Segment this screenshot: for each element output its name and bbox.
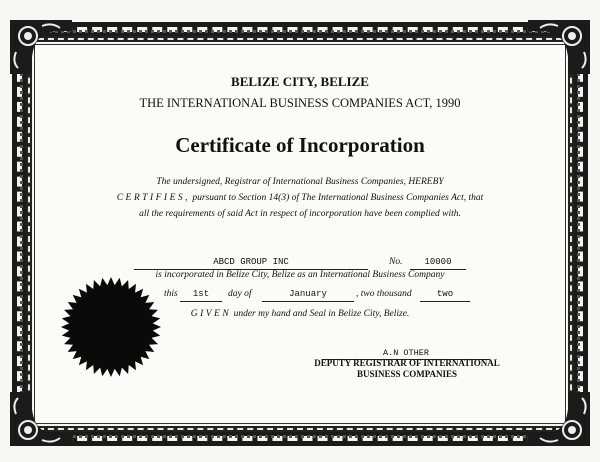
corner-ornament-icon (8, 390, 74, 448)
given-word: GIVEN (190, 309, 232, 319)
signatory-name: A.N OTHER (322, 348, 490, 360)
act-heading: THE INTERNATIONAL BUSINESS COMPANIES ACT, 1990 (139, 96, 461, 110)
company-number-field: 10000 (410, 256, 466, 270)
corner-ornament-icon (526, 18, 592, 76)
jurisdiction-heading: BELIZE CITY, BELIZE (231, 74, 369, 89)
signatory-title-line-2: BUSINESS COMPANIES (356, 369, 458, 379)
signatory-title-line-1: DEPUTY REGISTRAR OF INTERNATIONAL (314, 358, 500, 368)
year-label: , two thousand (356, 289, 412, 299)
seal-starburst (61, 277, 161, 377)
official-seal-icon (60, 276, 162, 378)
day-of-label: day of (228, 289, 252, 299)
corner-ornament-icon (526, 390, 592, 448)
month-field: January (262, 288, 354, 302)
number-label: No. (389, 257, 403, 267)
certificate-title: Certificate of Incorporation (175, 133, 425, 157)
this-label: this (164, 289, 178, 299)
given-rest: under my hand and Seal in Belize City, Belize. (231, 309, 410, 319)
day-field: 1st (180, 288, 222, 302)
body-line-2 (0, 193, 600, 203)
company-name-field: ABCD GROUP INC (134, 256, 368, 270)
corner-ornament-icon (8, 18, 74, 76)
year-field: two (420, 288, 470, 302)
certifies-word: CERTIFIES, (116, 193, 191, 203)
body-line-3: all the requirements of said Act in respect of incorporation have been complied with. (139, 209, 461, 219)
body-line-1: The undersigned, Registrar of International Business Companies, HEREBY (156, 177, 444, 187)
incorporated-statement: is incorporated in Belize City, Belize as an International Business Company (155, 270, 445, 280)
body-line-2-rest: pursuant to Section 14(3) of The International Business Companies Act, that (190, 193, 484, 203)
